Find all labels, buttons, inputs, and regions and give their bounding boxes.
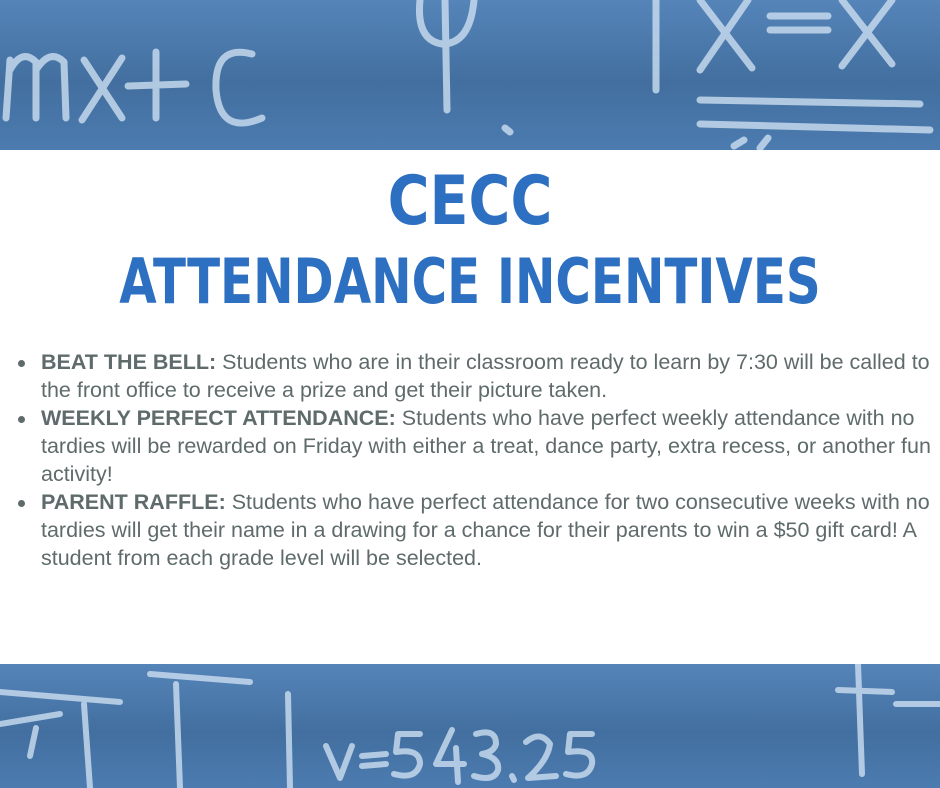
list-item-beat-the-bell: [0, 348, 940, 404]
bullet-icon: [18, 416, 25, 423]
item-heading: PARENT RAFFLE:: [41, 490, 226, 514]
chalkboard-bottom-band: [0, 664, 940, 788]
bullet-icon: [18, 360, 25, 367]
item-description: Students who have perfect weekly attendance with no tardies will be rewarded on Friday with either a treat, dance party, extra recess, or another fun activity!: [41, 406, 931, 486]
title-heading: ATTENDANCE INCENTIVES: [119, 245, 821, 318]
list-item-weekly-perfect-attendance: [0, 404, 940, 488]
bullet-icon: [18, 500, 25, 507]
item-description: Students who have perfect attendance for two consecutive weeks with no tardies will get their name in a drawing for a chance for their parents to win a $50 gift card! A student from each grade level will be selected.: [41, 490, 930, 570]
item-description: Students who are in their classroom ready to learn by 7:30 will be called to the front office to receive a prize and get their picture taken.: [41, 350, 930, 402]
incentive-list: [0, 348, 940, 572]
chalk-math-bottom-illustration: [0, 664, 940, 788]
title-school-name: CECC: [387, 162, 553, 241]
item-heading: BEAT THE BELL:: [41, 350, 217, 374]
item-heading: WEEKLY PERFECT ATTENDANCE:: [41, 406, 396, 430]
content-panel: [0, 150, 940, 664]
list-item-parent-raffle: [0, 488, 940, 572]
chalkboard-top-band: [0, 0, 940, 150]
chalk-math-top-illustration: [0, 0, 940, 150]
